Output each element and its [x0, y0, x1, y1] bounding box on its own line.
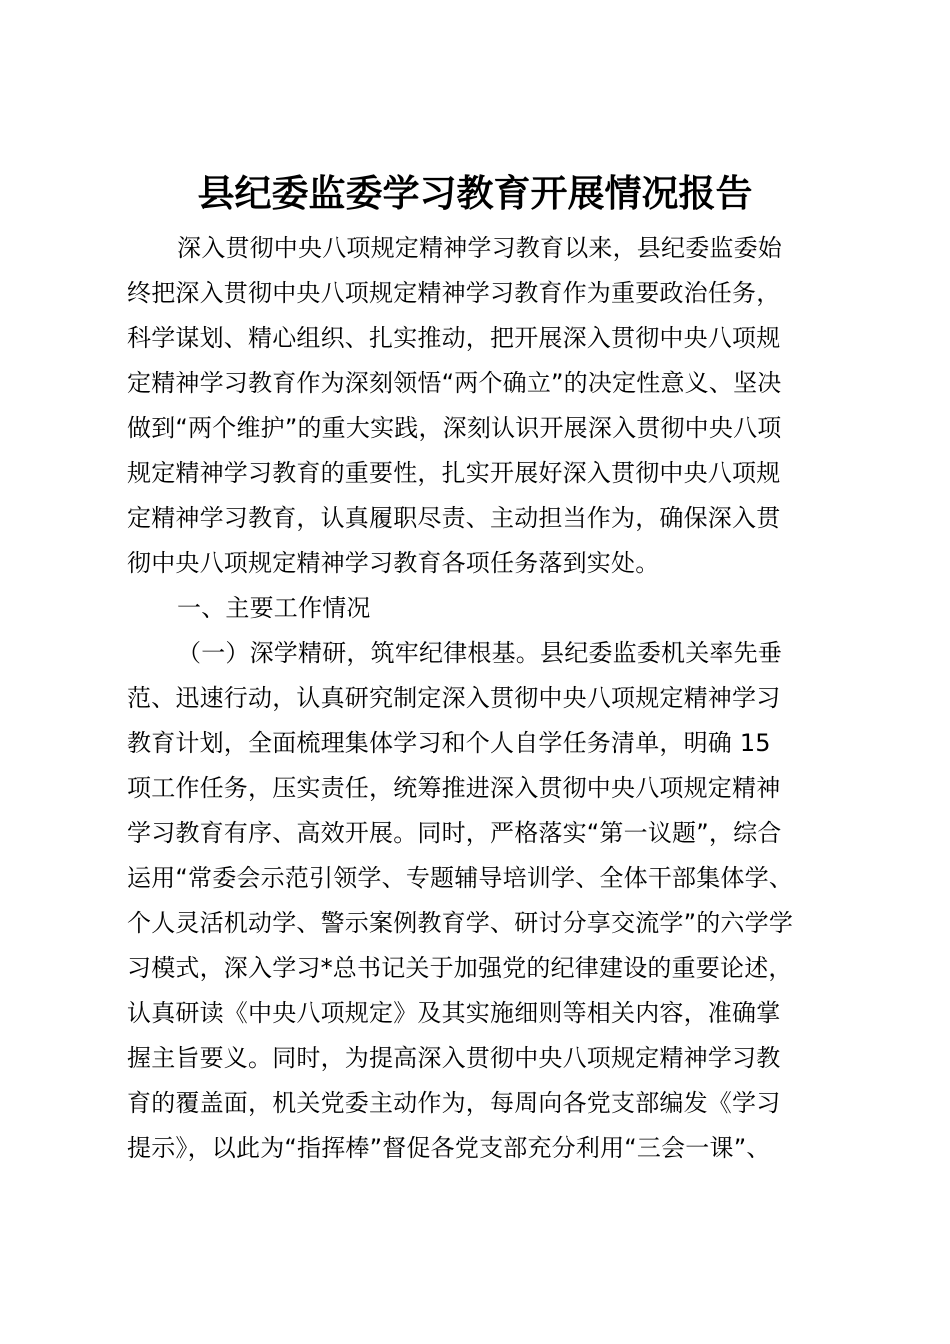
- body-text-line: 育的覆盖面，机关党委主动作为，每周向各党支部编发《学习: [127, 1089, 781, 1117]
- body-text-line: 提示》，以此为“指挥棒”督促各党支部充分利用“三会一课”、: [127, 1134, 771, 1162]
- body-text-line: 教育计划，全面梳理集体学习和个人自学任务清单，明确 15: [127, 729, 771, 757]
- body-text-line: 范、迅速行动，认真研究制定深入贯彻中央八项规定精神学习: [127, 684, 781, 712]
- body-text-line: 规定精神学习教育的重要性，扎实开展好深入贯彻中央八项规: [127, 459, 781, 487]
- body-text-line: 一、主要工作情况: [177, 594, 371, 622]
- body-text-line: （一）深学精研，筑牢纪律根基。县纪委监委机关率先垂: [177, 639, 782, 667]
- body-text-line: 握主旨要义。同时，为提高深入贯彻中央八项规定精神学习教: [127, 1044, 781, 1072]
- body-text-line: 定精神学习教育作为深刻领悟“两个确立”的决定性意义、坚决: [127, 369, 782, 397]
- body-text-line: 项工作任务，压实责任，统筹推进深入贯彻中央八项规定精神: [127, 774, 781, 802]
- body-text-line: 做到“两个维护”的重大实践，深刻认识开展深入贯彻中央八项: [127, 414, 782, 442]
- body-text-line: 科学谋划、精心组织、扎实推动，把开展深入贯彻中央八项规: [127, 324, 781, 352]
- body-text-line: 终把深入贯彻中央八项规定精神学习教育作为重要政治任务，: [127, 279, 781, 307]
- body-text-line: 习模式，深入学习*总书记关于加强党的纪律建设的重要论述，: [127, 954, 793, 982]
- document-title: 县纪委监委学习教育开展情况报告: [197, 172, 753, 215]
- body-text-line: 定精神学习教育，认真履职尽责、主动担当作为，确保深入贯: [127, 504, 781, 532]
- body-text-line: 个人灵活机动学、警示案例教育学、研讨分享交流学”的六学学: [127, 909, 794, 937]
- body-text-line: 认真研读《中央八项规定》及其实施细则等相关内容，准确掌: [127, 999, 781, 1027]
- document-body: [127, 226, 827, 1171]
- body-text-line: 深入贯彻中央八项规定精神学习教育以来，县纪委监委始: [177, 234, 782, 262]
- body-text-line: 学习教育有序、高效开展。同时，严格落实“第一议题”，综合: [127, 819, 782, 847]
- body-text-line: 彻中央八项规定精神学习教育各项任务落到实处。: [127, 549, 660, 577]
- body-text-line: 运用“常委会示范引领学、专题辅导培训学、全体干部集体学、: [127, 864, 794, 892]
